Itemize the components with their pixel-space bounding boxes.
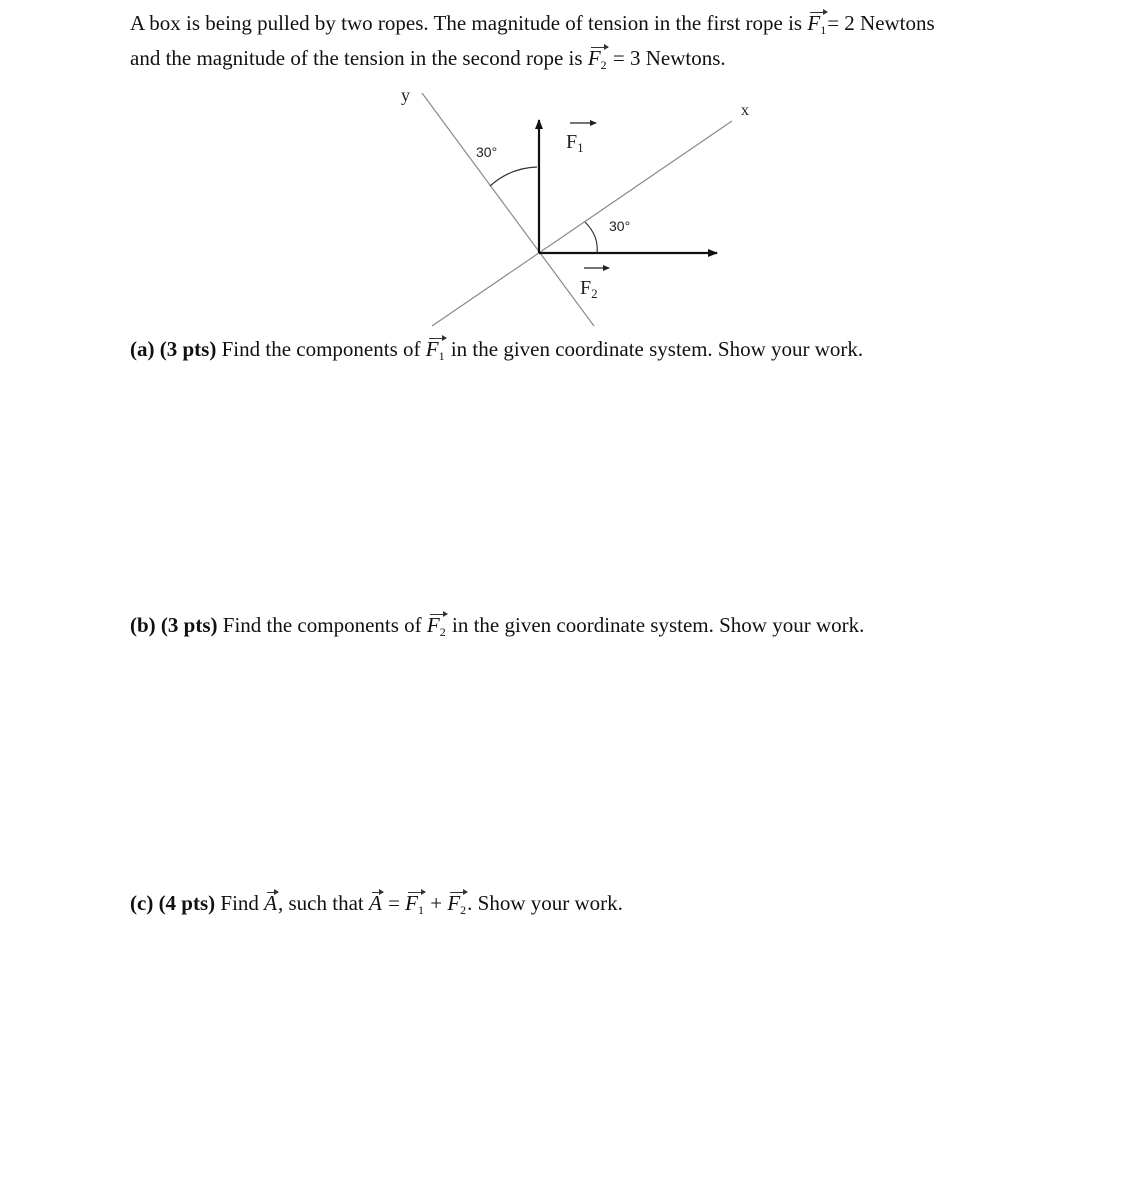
question-c-eq: = [388, 891, 400, 915]
angle-x-label: 30° [609, 218, 631, 234]
angle-arc-y [490, 167, 537, 186]
question-c [130, 891, 623, 922]
f2-vector-symbol: $F_2$ [588, 46, 608, 77]
x-axis-label: x [741, 102, 749, 119]
question-b-label: (b) [130, 613, 156, 637]
question-c-plus: + [430, 891, 443, 915]
angle-y-label: 30° [476, 144, 498, 160]
question-b-prefix: Find the components of [222, 613, 422, 637]
question-c-points: (4 pts) [158, 891, 216, 915]
force-diagram [0, 0, 1134, 340]
question-a-points: (3 pts) [159, 337, 217, 361]
question-a-prefix: Find the components of [221, 337, 421, 361]
question-c-prefix: Find [220, 891, 259, 915]
question-c-vector-f1: $F_1$ [405, 891, 425, 922]
f2-label: $F_2$ [580, 277, 598, 301]
question-a [130, 337, 863, 368]
question-c-vector-a2: A [368, 891, 382, 915]
question-b-points: (3 pts) [160, 613, 218, 637]
question-a-label: (a) [130, 337, 155, 361]
angle-arc-x [585, 222, 597, 253]
question-c-suffix: . Show your work. [467, 891, 623, 915]
intro-line-2-suffix: = 3 Newtons. [612, 46, 726, 70]
question-a-vector: $F_1$ [426, 337, 446, 368]
question-a-suffix: in the given coordinate system. Show your work. [450, 337, 864, 361]
f1-label: $F_1$ [566, 131, 584, 155]
intro-line-2-prefix: and the magnitude of the tension in the second rope is [130, 46, 583, 70]
intro-line-1-suffix: = 2 Newtons [827, 11, 935, 35]
question-c-vector-f2: $F_2$ [447, 891, 467, 922]
intro-line-1-prefix: A box is being pulled by two ropes. The magnitude of tension in the first rope is [130, 11, 803, 35]
f1-vector-symbol: $F_1$ [807, 11, 827, 42]
y-axis-label: y [401, 85, 410, 105]
question-c-mid: , such that [278, 891, 364, 915]
question-b-vector: $F_2$ [427, 613, 447, 644]
y-axis-line [422, 93, 594, 326]
question-b-suffix: in the given coordinate system. Show your work. [452, 613, 865, 637]
question-b [130, 613, 864, 644]
question-c-vector-a: A [264, 891, 277, 915]
question-c-label: (c) [130, 891, 154, 915]
